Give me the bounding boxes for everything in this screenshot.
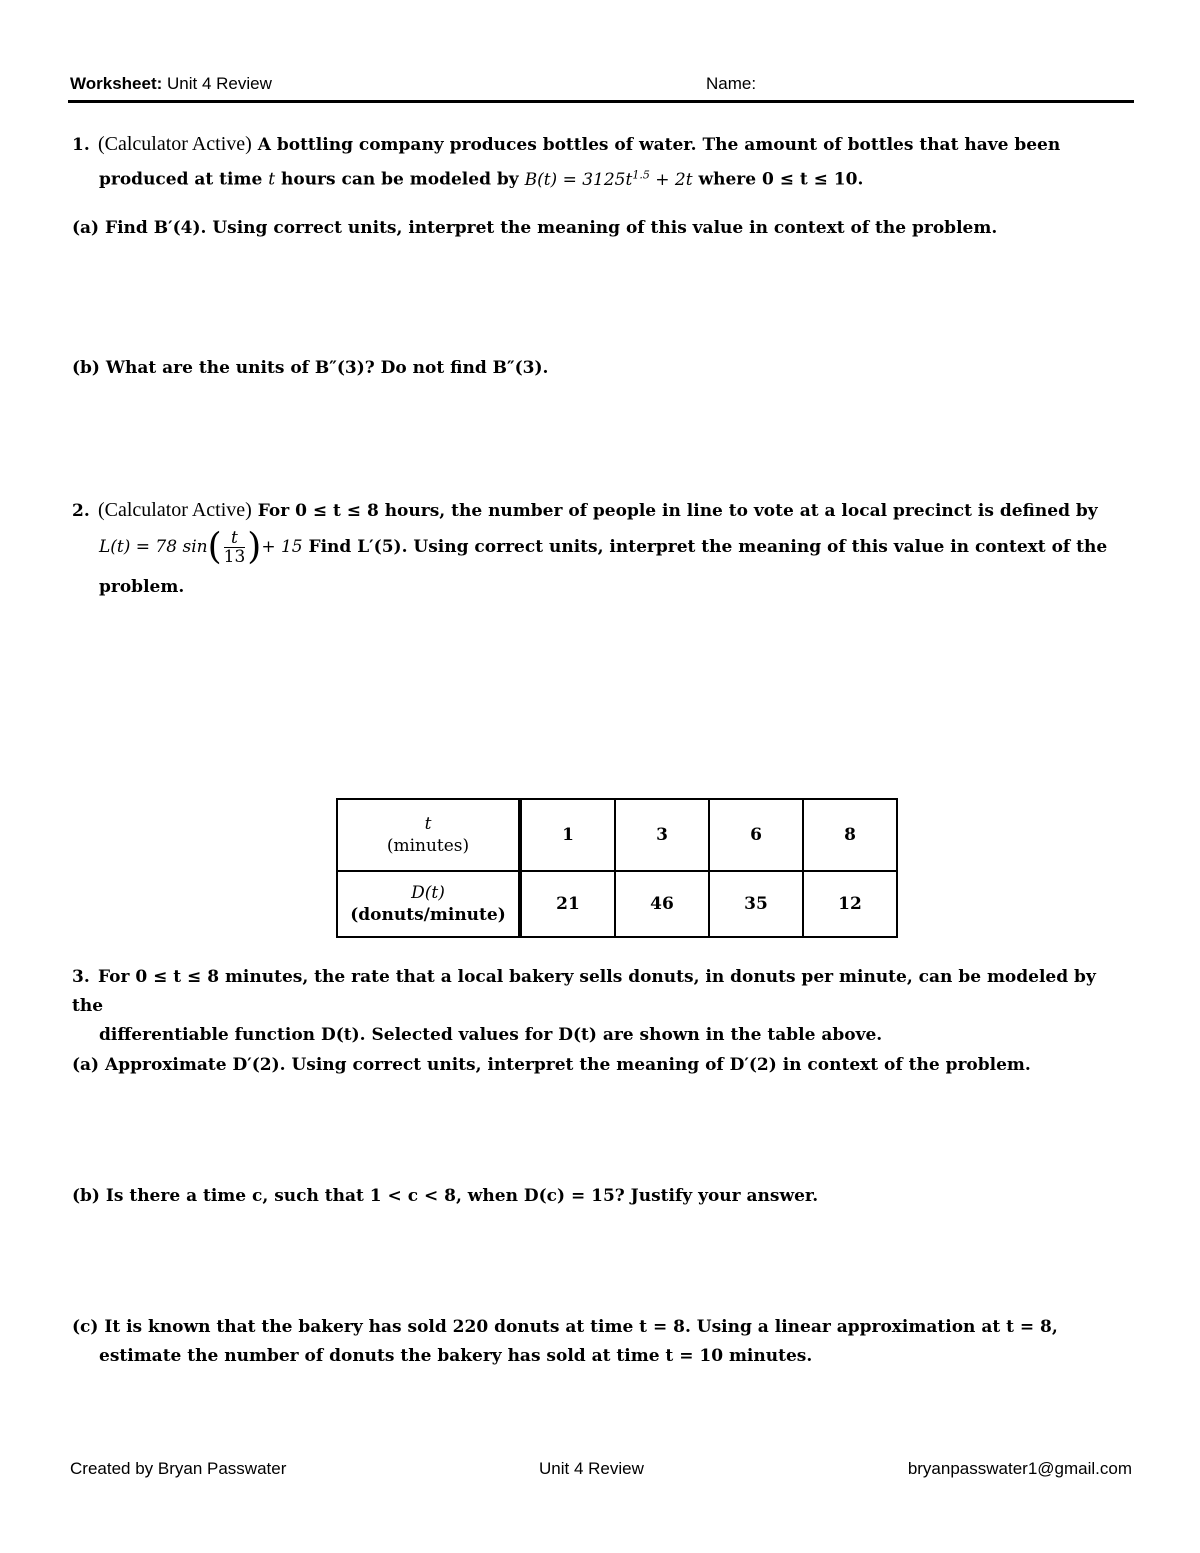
worksheet-title: Worksheet: Unit 4 Review	[70, 74, 272, 93]
footer-title: Unit 4 Review	[539, 1459, 644, 1478]
question-2-line3: problem.	[99, 577, 185, 597]
question-1b: (b) What are the units of B″(3)? Do not find B″(3).	[72, 358, 549, 378]
question-1: 1. (Calculator Active) A bottling company produces bottles of water. The amount of bottles that have been produced at time t hours can be modeled by $B(t) = 3125t^{1.5} + 2t$ where 0 ≤ t ≤ 10.	[72, 133, 1061, 190]
table-header-cell: t (minutes)	[337, 799, 520, 871]
question-3a: (a) Approximate D′(2). Using correct units, interpret the meaning of D′(2) in context of the problem.	[72, 1055, 1031, 1075]
table-cell: 46	[615, 871, 709, 937]
table-cell: 3	[615, 799, 709, 871]
table-row	[337, 871, 897, 937]
table-row	[337, 799, 897, 871]
question-3: 3. For 0 ≤ t ≤ 8 minutes, the rate that a local bakery sells donuts, in donuts per minute, can be modeled by the differentiable function D(t). Selected values for D(t) are shown in the table above.	[72, 967, 1096, 1045]
table-cell: 6	[709, 799, 803, 871]
footer-author: Created by Bryan Passwater	[70, 1459, 287, 1478]
data-table	[336, 798, 898, 938]
formula-b: $B(t) = 3125t^{1.5} + 2t$	[524, 168, 693, 190]
table-cell: 12	[803, 871, 897, 937]
table-cell: 35	[709, 871, 803, 937]
calculator-tag: (Calculator Active)	[98, 133, 252, 155]
fraction: $\frac{t}{13}$	[223, 528, 246, 567]
page-footer	[70, 1459, 1132, 1483]
question-3b: (b) Is there a time c, such that 1 < c < 8, when D(c) = 15? Justify your answer.	[72, 1186, 819, 1206]
name-label: Name:	[706, 74, 757, 93]
calculator-tag: (Calculator Active)	[98, 499, 252, 521]
table-cell: 1	[520, 799, 615, 871]
question-3c: (c) It is known that the bakery has sold 220 donuts at time t = 8. Using a linear approximation at t = 8, estimate the number of donuts the bakery has sold at time t = 10 minutes.	[72, 1317, 1058, 1366]
page-header	[70, 74, 1132, 98]
table-cell: 8	[803, 799, 897, 871]
table-cell: 21	[520, 871, 615, 937]
footer-email: bryanpasswater1@gmail.com	[907, 1459, 1132, 1478]
question-2-formula: L(t) = 78 sin( $\frac{t}{13}$ )+ 15 Find L′(5). Using correct units, interpret the meaning of this value in context of the	[99, 526, 1108, 568]
question-1a: (a) Find B′(4). Using correct units, interpret the meaning of this value in context of the problem.	[72, 218, 998, 238]
question-2: 2. (Calculator Active) For 0 ≤ t ≤ 8 hours, the number of people in line to vote at a local precinct is defined by	[72, 499, 1098, 521]
table-header-cell: D(t) (donuts/minute)	[337, 871, 520, 937]
header-rule	[68, 100, 1134, 103]
